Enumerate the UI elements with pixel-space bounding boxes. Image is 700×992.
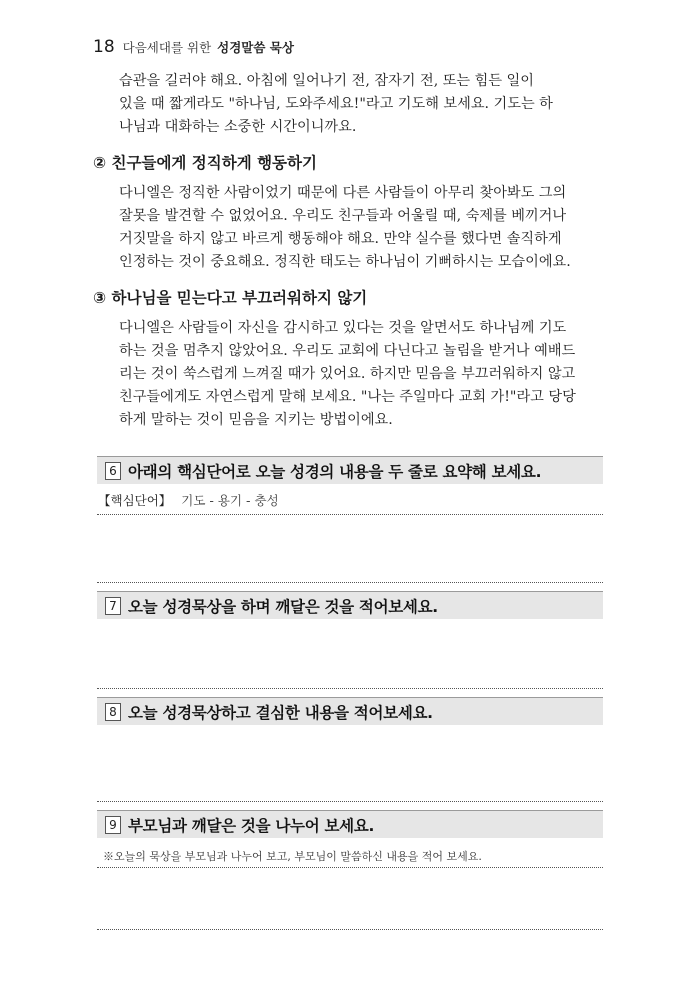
section-heading-faith: ③ 하나님을 믿는다고 부끄러워하지 않기: [93, 289, 368, 307]
paragraph-line: 리는 것이 쑥스럽게 느껴질 때가 있어요. 하지만 믿음을 부끄러워하지 않고: [119, 366, 576, 382]
paragraph-line: 습관을 길러야 해요. 아침에 일어나기 전, 잠자기 전, 또는 힘든 일이: [119, 73, 534, 89]
book-title: 성경말씀 묵상: [217, 40, 294, 55]
section-paragraph-honesty: [119, 182, 605, 274]
question-number-box: 9: [105, 816, 121, 834]
question-text: 오늘 성경묵상을 하며 깨달은 것을 적어보세요.: [128, 597, 438, 616]
question-text: 아래의 핵심단어로 오늘 성경의 내용을 두 줄로 요약해 보세요.: [128, 462, 542, 481]
paragraph-line: 친구들에게도 자연스럽게 말해 보세요. "나는 주일마다 교회 가!"라고 당당: [119, 389, 576, 405]
question-6: [97, 456, 603, 484]
paragraph-line: 있을 때 짧게라도 "하나님, 도와주세요!"라고 기도해 보세요. 기도는 하: [119, 96, 553, 112]
question-9: [97, 810, 603, 838]
question-8: [97, 697, 603, 725]
paragraph-line: 다니엘은 정직한 사람이었기 때문에 다른 사람들이 아무리 찾아봐도 그의: [119, 185, 567, 201]
keyword-label: 【핵심단어】: [98, 493, 172, 508]
question-number-box: 8: [105, 703, 121, 721]
intro-paragraph: [119, 70, 605, 139]
parent-note: ※오늘의 묵상을 부모님과 나누어 보고, 부모님이 말씀하신 내용을 적어 보세요.: [103, 850, 482, 863]
writing-line[interactable]: [97, 867, 603, 868]
question-number-box: 7: [105, 597, 121, 615]
keyword-list: 기도 - 용기 - 충성: [181, 493, 279, 508]
paragraph-line: 거짓말을 하지 않고 바르게 행동해야 해요. 만약 실수를 했다면 솔직하게: [119, 231, 562, 247]
writing-line[interactable]: [97, 929, 603, 930]
book-name: 다음세대를 위한: [122, 40, 212, 55]
paragraph-line: 잘못을 발견할 수 없었어요. 우리도 친구들과 어울릴 때, 숙제를 베끼거나: [119, 208, 567, 224]
section-paragraph-faith: [119, 317, 605, 432]
question-text: 오늘 성경묵상하고 결심한 내용을 적어보세요.: [128, 703, 433, 722]
paragraph-line: 다니엘은 사람들이 자신을 감시하고 있다는 것을 알면서도 하나님께 기도: [119, 320, 567, 336]
page-header: [93, 37, 294, 57]
question-number-box: 6: [105, 462, 121, 480]
page-number: 18: [93, 37, 115, 57]
section-heading-honesty: ② 친구들에게 정직하게 행동하기: [93, 154, 317, 172]
writing-line[interactable]: [97, 514, 603, 515]
writing-line[interactable]: [97, 801, 603, 802]
paragraph-line: 하게 말하는 것이 믿음을 지키는 방법이에요.: [119, 412, 393, 428]
question-7: [97, 591, 603, 619]
keyword-note: [98, 491, 279, 509]
paragraph-line: 하는 것을 멈추지 않았어요. 우리도 교회에 다닌다고 놀림을 받거나 예배드: [119, 343, 576, 359]
question-text: 부모님과 깨달은 것을 나누어 보세요.: [128, 816, 375, 835]
writing-line[interactable]: [97, 582, 603, 583]
paragraph-line: 나님과 대화하는 소중한 시간이니까요.: [119, 119, 357, 135]
writing-line[interactable]: [97, 688, 603, 689]
paragraph-line: 인정하는 것이 중요해요. 정직한 태도는 하나님이 기뻐하시는 모습이에요.: [119, 254, 571, 270]
